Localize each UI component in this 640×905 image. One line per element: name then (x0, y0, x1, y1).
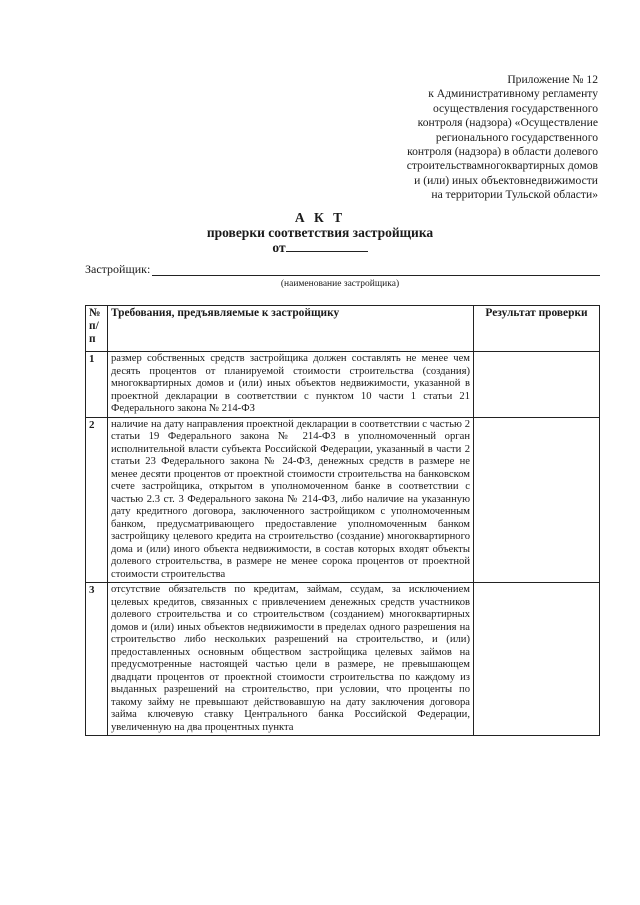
header-number: № п/п (86, 306, 108, 352)
title-date (0, 240, 640, 255)
table-row (86, 417, 600, 583)
appendix-line: к Административному регламенту (428, 87, 598, 101)
developer-caption: (наименование застройщика) (280, 279, 400, 289)
developer-field (85, 262, 600, 276)
row-requirement: наличие на дату направления проектной декларации в соответствии с частью 2 статьи 19 Федерального закона № 214-ФЗ в уполномоченный орган исполнительной власти субъекта Российской Федерации, указанный в части 2 статьи 23 Федерального закона № 24-ФЗ, денежных средств в размере не менее десяти процентов от проектной стоимости строительства на банковском счете застройщика, открытом в уполномоченном банке в соответствии с частью 2.3 ст. 3 Федерального закона № 214-ФЗ, либо наличие на указанную дату кредитного договора, заключенного застройщиком с уполномоченным банком, предусматривающего предоставление уполномоченным банком застройщику целевого кредита на строительство (создание) многоквартирного дома и (или) иного объекта недвижимости, в состав которых входят объекты долевого строительства, в размере не менее сорока процентов от проектной стоимости строительства (108, 417, 474, 583)
title-subject: проверки соответствия застройщика (206, 225, 434, 240)
table-row (86, 583, 600, 736)
title-act: А К Т (294, 210, 346, 225)
appendix-line: на территории Тульской области» (431, 188, 598, 202)
row-number: 1 (86, 352, 108, 418)
appendix-line: контроля (надзора) в области долевого (407, 145, 598, 159)
row-number: 3 (86, 583, 108, 736)
date-blank-line (286, 240, 368, 252)
appendix-line: осуществления государственного (432, 101, 598, 115)
row-result[interactable] (474, 417, 600, 583)
appendix-line: строительствамногоквартирных домов (406, 159, 598, 173)
document-title (0, 210, 640, 255)
requirements-table (85, 305, 600, 736)
appendix-line: контроля (надзора) «Осуществление (417, 116, 598, 130)
row-result[interactable] (474, 352, 600, 418)
appendix-line: и (или) иных объектовнедвижимости (414, 173, 598, 187)
header-requirements: Требования, предъявляемые к застройщику (108, 306, 474, 352)
appendix-line: регионального государственного (435, 130, 598, 144)
developer-label: Застройщик: (85, 262, 151, 276)
table-row (86, 352, 600, 418)
row-requirement: размер собственных средств застройщика должен составлять не менее чем десять процентов от планируемой стоимости строительства (создания) многоквартирных домов и (или) иных объектов недвижимости, указанной в проектной декларации в соответствии с пунктом 10 части 1 статьи 21 Федерального закона № 214-ФЗ (108, 352, 474, 418)
row-number: 2 (86, 417, 108, 583)
title-date-prefix: от (272, 240, 286, 255)
appendix-line: Приложение № 12 (507, 73, 598, 86)
table-header-row (86, 306, 600, 352)
appendix-note (298, 73, 598, 203)
header-result: Результат проверки (474, 306, 600, 352)
developer-blank-line[interactable] (152, 265, 600, 276)
row-result[interactable] (474, 583, 600, 736)
row-requirement: отсутствие обязательств по кредитам, займам, ссудам, за исключением целевых кредитов, связанных с привлечением денежных средств участников долевого строительства и со строительством (созданием) многоквартирных домов и (или) иных объектов недвижимости в пределах одного разрешения на строительство либо нескольких разрешений на строительство, и (или) предоставленных основным обществом застройщика целевых займов на предусмотренные настоящей частью цели в размере, не превышающем двадцати процентов от проектной стоимости строительства по каждому из выданных разрешений на строительство, при условии, что проценты по такому займу не превышают действовавшую на дату заключения договора займа ключевую ставку Центрального банка Российской Федерации, увеличенную на два процентных пункта (108, 583, 474, 736)
